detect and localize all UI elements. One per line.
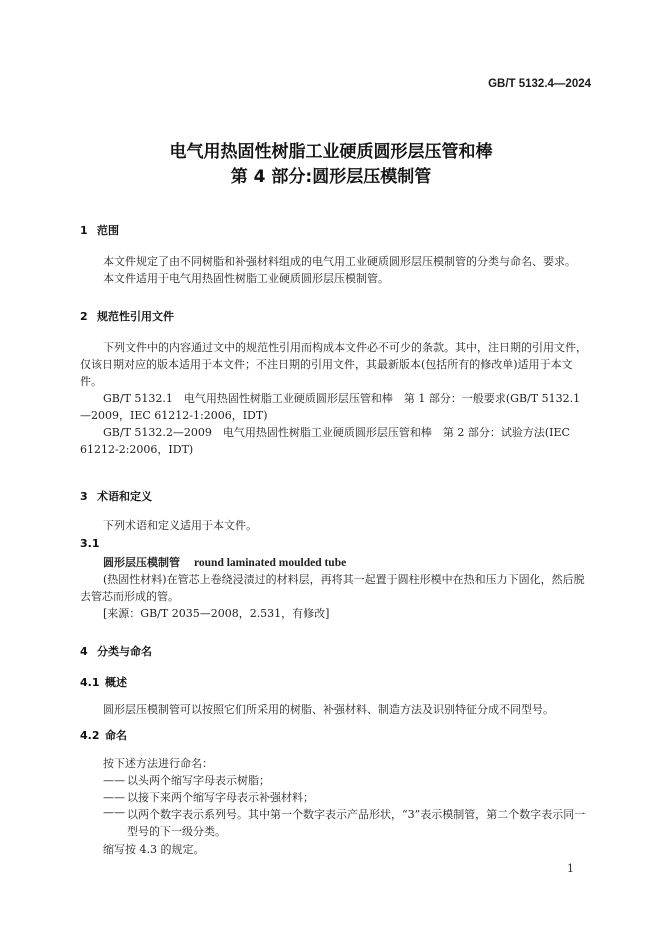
section-1-paragraph-2: 本文件适用于电气用热固性树脂工业硬质圆形层压模制管。 xyxy=(103,272,389,285)
section-4-heading xyxy=(80,643,152,659)
section-1-paragraph-1: 本文件规定了由不同树脂和补强材料组成的电气用工业硬质圆形层压模制管的分类与命名、要求。 xyxy=(103,255,576,268)
reference-gbt-5132-1: GB/T 5132.1 电气用热固性树脂工业硬质圆形层压管和棒 第 1 部分：一般要求(GB/T 5132.1—2009，IEC 61212-1:2006，IDT) xyxy=(80,392,581,422)
term-entry xyxy=(103,554,346,570)
list-item-text: 以两个数字表示系列号。其中第一个数字表示产品形状，“3”表示模制管，第二个数字表示同一型号的下一级分类。 xyxy=(127,808,586,838)
section-3-intro: 下列术语和定义适用于本文件。 xyxy=(103,519,257,532)
list-item xyxy=(103,789,314,805)
list-item xyxy=(103,806,591,840)
standard-code: GB/T 5132.4—2024 xyxy=(488,78,591,90)
section-4-2-outro: 缩写按 4.3 的规定。 xyxy=(103,843,205,856)
term-chinese: 圆形层压模制管 xyxy=(103,556,180,569)
section-number: 4.2 xyxy=(80,729,100,742)
term-number: 3.1 xyxy=(80,537,100,550)
term-definition: (热固性材料)在管芯上卷绕浸渍过的材料层，再将其一起置于圆柱形模中在热和压力下固化，然后脱去管芯而形成的管。 xyxy=(80,573,585,603)
section-number: 4.1 xyxy=(80,676,100,689)
section-3-heading xyxy=(80,488,152,504)
list-dash: —— xyxy=(103,806,125,819)
list-item-text: 以接下来两个缩写字母表示补强材料； xyxy=(127,791,314,804)
section-4-2-heading xyxy=(80,727,127,743)
section-title: 分类与命名 xyxy=(97,645,152,658)
section-title: 范围 xyxy=(97,224,119,237)
section-title: 命名 xyxy=(105,729,127,742)
section-title: 规范性引用文件 xyxy=(97,310,174,323)
document-title: 电气用热固性树脂工业硬质圆形层压管和棒 xyxy=(169,142,493,162)
list-item-text: 以头两个缩写字母表示树脂； xyxy=(127,774,270,787)
list-item xyxy=(103,772,270,788)
section-title: 术语和定义 xyxy=(97,490,152,503)
section-number: 3 xyxy=(80,490,88,503)
list-dash: —— xyxy=(103,791,125,804)
page-number: 1 xyxy=(567,862,574,875)
section-number: 1 xyxy=(80,224,88,237)
document-subtitle: 第 4 部分:圆形层压模制管 xyxy=(230,167,432,187)
section-4-1-paragraph: 圆形层压模制管可以按照它们所采用的树脂、补强材料、制造方法及识别特征分成不同型号。 xyxy=(103,703,554,716)
section-number: 4 xyxy=(80,645,88,658)
section-number: 2 xyxy=(80,310,88,323)
section-4-2-intro: 按下述方法进行命名： xyxy=(103,757,213,770)
section-1-heading xyxy=(80,222,119,238)
section-4-1-heading xyxy=(80,674,127,690)
term-source: [来源：GB/T 2035—2008，2.531，有修改] xyxy=(103,607,330,620)
section-2-paragraph: 下列文件中的内容通过文中的规范性引用而构成本文件必不可少的条款。其中，注日期的引用文件，仅该日期对应的版本适用于本文件；不注日期的引用文件，其最新版本(包括所有的修改单)适用于本文件。 xyxy=(80,341,587,388)
reference-gbt-5132-2: GB/T 5132.2—2009 电气用热固性树脂工业硬质圆形层压管和棒 第 2 部分：试验方法(IEC 61212-2:2006，IDT) xyxy=(80,426,570,456)
section-2-heading xyxy=(80,308,174,324)
term-english: round laminated moulded tube xyxy=(194,557,347,569)
list-dash: —— xyxy=(103,774,125,787)
section-title: 概述 xyxy=(105,676,127,689)
